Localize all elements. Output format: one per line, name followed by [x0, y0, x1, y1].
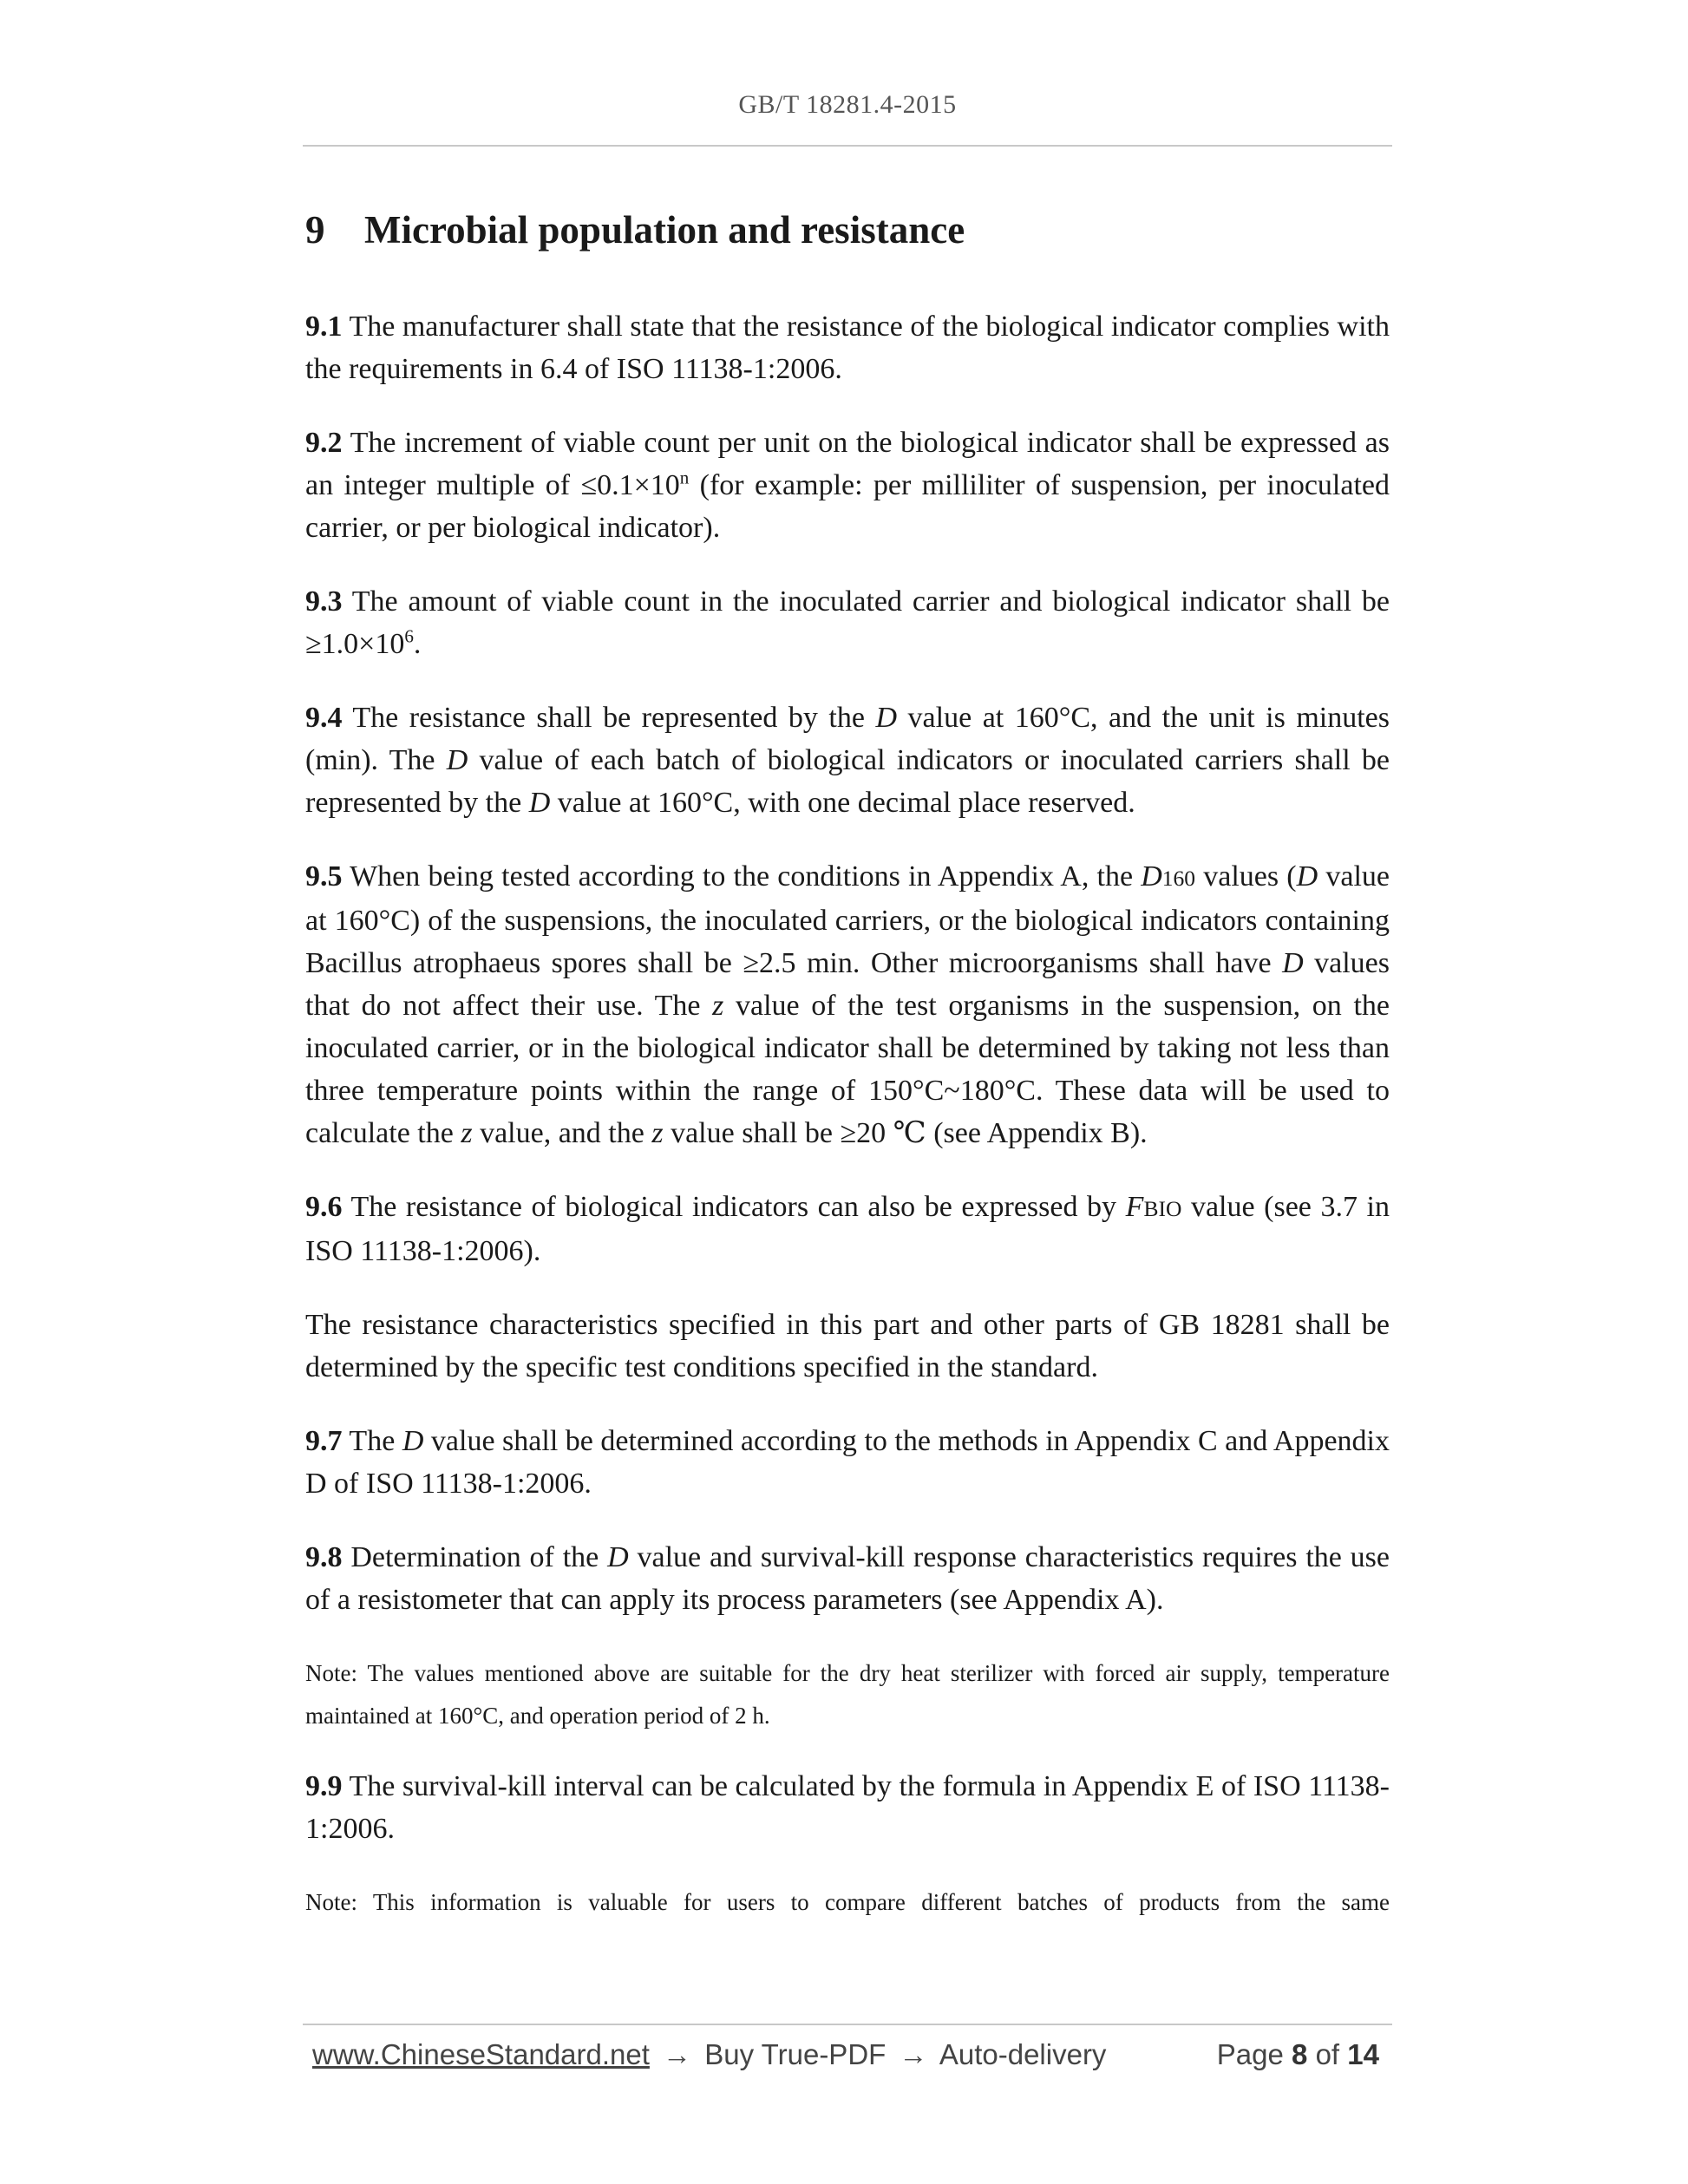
z-symbol: z: [712, 990, 724, 1022]
clause-text: value of the test organisms in the suspension, on the inoculated carrier, or in the biological indicator shall be determined by taking not less than three temperature points within the range of 150°C~180°C. These data will be used to calculate the: [305, 990, 1390, 1149]
clause-text: When being tested according to the conditions in Appendix A, the: [350, 860, 1142, 893]
running-header: GB/T 18281.4-2015: [738, 90, 957, 119]
note-1: Note: The values mentioned above are suitable for the dry heat sterilizer with forced air supply, temperature maintained at 160°C, and operation period of 2 h.: [305, 1660, 1390, 1729]
clause-number: 9.7: [305, 1425, 343, 1457]
clause-text: The increment of viable count per unit on the biological indicator shall be expressed as an integer multiple of ≤0.1×10: [305, 427, 1390, 501]
clause-text: value (see 3.7 in ISO 11138-1:2006).: [305, 1191, 1390, 1267]
clause-text: The: [349, 1425, 402, 1457]
page-body: [305, 206, 1390, 1952]
clause-9-8: [305, 1536, 1390, 1621]
header-divider: [303, 145, 1392, 147]
clause-text: The manufacturer shall state that the resistance of the biological indicator complies with the requirements in 6.4 of ISO 11138-1:2006.: [305, 311, 1390, 385]
d-symbol: D: [607, 1541, 629, 1573]
d-symbol: D: [1282, 947, 1304, 979]
section-title: Microbial population and resistance: [364, 208, 965, 252]
clause-text: value of each batch of biological indicators or inoculated carriers shall be represented by the: [305, 744, 1390, 819]
clause-text: value, and the: [472, 1117, 652, 1149]
d-symbol: D: [1296, 860, 1318, 893]
clause-text: The survival-kill interval can be calculated by the formula in Appendix E of ISO 11138-1:2006.: [305, 1770, 1390, 1845]
arrow-right-icon: →: [663, 2038, 692, 2070]
clause-number: 9.2: [305, 427, 343, 459]
d-symbol: D: [446, 744, 468, 776]
auto-delivery-text: Auto-delivery: [939, 2038, 1107, 2070]
clause-number: 9.6: [305, 1191, 343, 1223]
clause-number: 9.3: [305, 585, 343, 618]
of-label: of: [1315, 2038, 1340, 2070]
clause-text: The resistance of biological indicators can also be expressed by: [350, 1191, 1126, 1223]
note-2: Note: This information is valuable for users to compare different batches of products from the same: [305, 1889, 1390, 1915]
clause-9-6: [305, 1186, 1390, 1272]
clause-number: 9.1: [305, 311, 343, 343]
clause-9-2: [305, 422, 1390, 549]
page-footer: [312, 2038, 1379, 2071]
clause-text: values that do not affect their use. The: [305, 947, 1390, 1022]
clause-text: value at 160°C, and the unit is minutes (min). The: [305, 702, 1390, 776]
subscript: BIO: [1143, 1196, 1182, 1221]
clause-9-4: [305, 696, 1390, 824]
clause-9-1: [305, 305, 1390, 390]
subscript: 160: [1161, 866, 1196, 891]
superscript: n: [679, 467, 690, 488]
clause-9-7: [305, 1420, 1390, 1505]
d-symbol: D: [875, 702, 898, 734]
section-number: 9: [305, 208, 325, 252]
section-heading: [305, 206, 1390, 253]
clause-number: 9.8: [305, 1541, 343, 1573]
clause-text: .: [413, 628, 422, 660]
page-label: Page: [1216, 2038, 1284, 2070]
clause-text: value shall be determined according to the methods in Appendix C and Appendix D of ISO 11138-1:2006.: [305, 1425, 1390, 1500]
current-page: 8: [1292, 2038, 1308, 2070]
footer-divider: [303, 2024, 1392, 2025]
arrow-right-icon: →: [899, 2038, 928, 2070]
clause-9-6-continuation: The resistance characteristics specified in this part and other parts of GB 18281 shall be determined by the specific test conditions specified in the standard.: [305, 1309, 1390, 1383]
clause-9-9: [305, 1765, 1390, 1850]
clause-number: 9.4: [305, 702, 343, 734]
superscript: 6: [404, 625, 414, 647]
clause-9-3: [305, 580, 1390, 665]
total-pages: 14: [1347, 2038, 1379, 2070]
z-symbol: z: [651, 1117, 664, 1149]
clause-text: The resistance shall be represented by the: [352, 702, 876, 734]
clause-text: value shall be ≥20 ℃ (see Appendix B).: [663, 1117, 1148, 1149]
clause-text: (for example: per milliliter of suspension, per inoculated carrier, or per biological indicator).: [305, 469, 1390, 544]
buy-true-pdf-text: Buy True-PDF: [704, 2038, 887, 2070]
clause-text: value and survival-kill response characteristics requires the use of a resistometer that can apply its process parameters (see Appendix A).: [305, 1541, 1390, 1616]
d-symbol: D: [528, 787, 551, 819]
clause-text: Determination of the: [350, 1541, 608, 1573]
website-link[interactable]: www.ChineseStandard.net: [312, 2038, 650, 2070]
z-symbol: z: [461, 1117, 473, 1149]
clause-number: 9.5: [305, 860, 343, 893]
clause-text: value at 160°C, with one decimal place reserved.: [550, 787, 1135, 819]
clause-text: The amount of viable count in the inoculated carrier and biological indicator shall be ≥1.0×10: [305, 585, 1390, 660]
clause-number: 9.9: [305, 1770, 343, 1802]
d-symbol: D: [402, 1425, 424, 1457]
clause-9-5: [305, 855, 1390, 1154]
page-indicator: [1217, 2038, 1379, 2071]
f-symbol: F: [1125, 1191, 1144, 1223]
clause-text: value at 160°C) of the suspensions, the inoculated carriers, or the biological indicators containing Bacillus atrophaeus spores shall be ≥2.5 min. Other microorganisms shall have: [305, 860, 1390, 979]
d-symbol: D: [1141, 860, 1162, 893]
clause-text: values (: [1195, 860, 1297, 893]
